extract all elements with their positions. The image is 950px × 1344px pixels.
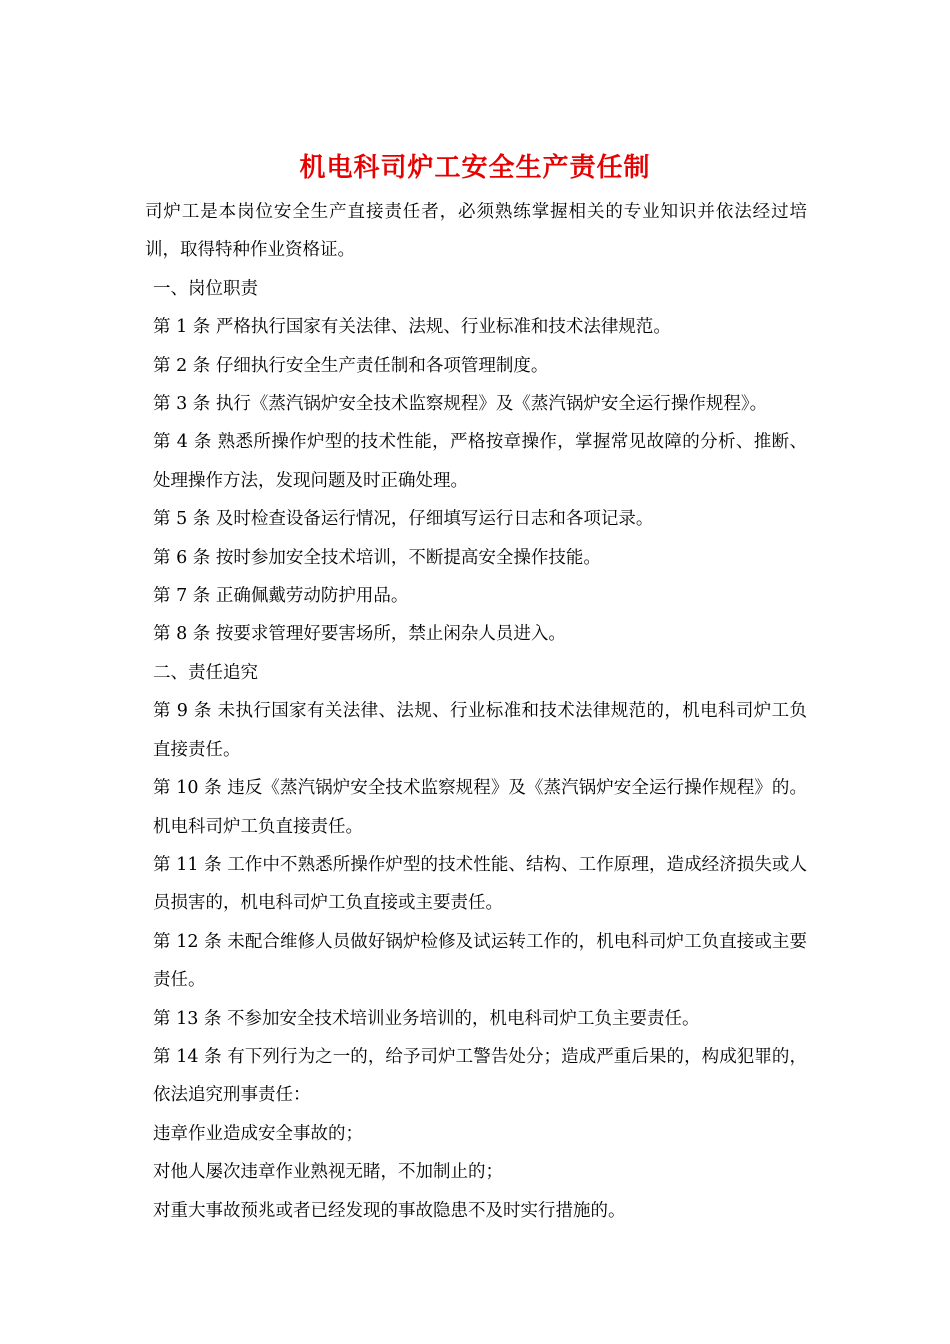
article-10: 第 10 条 违反《蒸汽锅炉安全技术监察规程》及《蒸汽锅炉安全运行操作规程》的。机电科司炉工负直接责任。 xyxy=(153,778,807,837)
list-item: 对他人屡次违章作业熟视无睹，不加制止的； xyxy=(153,1162,503,1183)
article-1: 第 1 条 严格执行国家有关法律、法规、行业标准和技术法律规范。 xyxy=(153,317,671,338)
article-5: 第 5 条 及时检查设备运行情况，仔细填写运行日志和各项记录。 xyxy=(153,509,654,530)
article-13: 第 13 条 不参加安全技术培训业务培训的，机电科司炉工负主要责任。 xyxy=(153,1008,700,1029)
article-2: 第 2 条 仔细执行安全生产责任制和各项管理制度。 xyxy=(153,355,549,376)
article-14: 第 14 条 有下列行为之一的，给予司炉工警告处分；造成严重后果的，构成犯罪的，依法追究刑事责任： xyxy=(153,1046,807,1106)
list-item: 对重大事故预兆或者已经发现的事故隐患不及时实行措施的。 xyxy=(153,1200,626,1221)
article-11: 第 11 条 工作中不熟悉所操作炉型的技术性能、结构、工作原理，造成经济损失或人员损害的，机电科司炉工负直接或主要责任。 xyxy=(153,854,807,914)
paragraph: 司炉工是本岗位安全生产直接责任者，必须熟练掌握相关的专业知识并依法经过培训，取得特种作业资格证。 xyxy=(145,202,807,261)
article-4: 第 4 条 熟悉所操作炉型的技术性能，严格按章操作，掌握常见故障的分析、推断、处理操作方法，发现问题及时正确处理。 xyxy=(153,432,807,491)
article-9: 第 9 条 未执行国家有关法律、法规、行业标准和技术法律规范的，机电科司炉工负直接责任。 xyxy=(153,701,807,760)
document-body xyxy=(145,193,807,1230)
article-8: 第 8 条 按要求管理好要害场所，禁止闲杂人员进入。 xyxy=(153,624,566,645)
article-7: 第 7 条 正确佩戴劳动防护用品。 xyxy=(153,586,409,607)
document-title: 机电科司炉工安全生产责任制 xyxy=(299,153,651,183)
article-12: 第 12 条 未配合维修人员做好锅炉检修及试运转工作的，机电科司炉工负直接或主要责任。 xyxy=(153,931,807,991)
article-3: 第 3 条 执行《蒸汽锅炉安全技术监察规程》及《蒸汽锅炉安全运行操作规程》。 xyxy=(153,394,768,415)
article-6: 第 6 条 按时参加安全技术培训，不断提高安全操作技能。 xyxy=(153,547,601,568)
list-item: 违章作业造成安全事故的； xyxy=(153,1123,363,1144)
section-heading: 一、岗位职责 xyxy=(153,278,258,299)
section-heading: 二、责任追究 xyxy=(153,662,258,683)
